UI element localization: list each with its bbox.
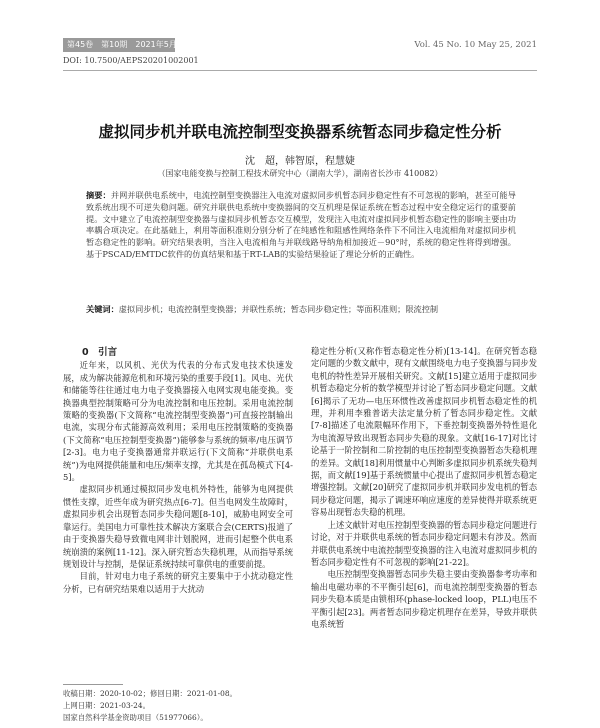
- issue-badge: 第45卷 第10期 2021年5月25日: [63, 38, 175, 52]
- header-rule: [63, 70, 537, 71]
- paragraph: 目前，针对电力电子系统的研究主要集中于小扰动稳定性分析，已有研究结果难以适用于大扰动: [63, 571, 293, 594]
- keywords-label: 关键词：: [86, 304, 119, 314]
- keywords: [86, 304, 516, 316]
- body-column-left: [63, 347, 293, 595]
- footnote-fund: 国家自然科学基金资助项目（51977066）。: [63, 713, 208, 722]
- paragraph: 虚拟同步机通过模拟同步发电机外特性，能够为电网提供惯性支撑，近些年成为研究热点[6-7]。但当电网发生故障时，虚拟同步机会出现暂态同步失稳问题[8-10]，威胁电网安全可靠运行。美国电力可靠性技术解决方案联合会(CERTS)报道了由于变换器失稳导致微电网非计划脱网，进而引起整个供电系统崩溃的案例[11-12]。深入研究暂态失稳机理，从而指导系统规划设计与控制，是保证系统持续可靠供电的重要前提。: [63, 484, 293, 569]
- authors: 沈 超，韩智原，程慧婕: [245, 156, 355, 167]
- body-column-right: [311, 345, 537, 630]
- abstract-text: 并网并联供电系统中，电流控制型变换器注入电流对虚拟同步机暂态同步稳定性有不可忽视的影响，甚至可能导致系统出现不可逆失稳问题。研究并联供电系统中变换器间的交互机理是保证系统在暂态过程中安全稳定运行的重要前提。文中建立了电流控制型变换器与虚拟同步机暂态交互模型，发现注入电流对虚拟同步机暂态稳定性的影响主要由功率耦合项决定。在此基础上，利用等面积准则分别分析了在纯感性和阻感性网络条件下不同注入电流相角对虚拟同步机暂态稳定性的影响。研究结果表明，当注入电流相角与并联线路导纳角相加接近－90°时，系统的稳定性将得到增强。基于PSCAD/EMTDC软件的仿真结果和基于RT-LAB的实验结果验证了理论分析的正确性。: [86, 190, 516, 259]
- section-heading: 0 引言: [82, 347, 118, 358]
- footnote-rule: [63, 684, 123, 685]
- abstract: [86, 190, 516, 261]
- keywords-text: 虚拟同步机；电流控制型变换器；并联性系统；暂态同步稳定性；等面积准则；限流控制: [118, 304, 439, 314]
- doi: DOI: 10.7500/AEPS20201002001: [63, 56, 199, 65]
- abstract-label: 摘要：: [86, 190, 111, 200]
- paragraph: 近年来，以风机、光伏为代表的分布式发电技术快速发展，成为解决能源危机和环境污染的重要手段[1]。风电、光伏和储能等往往通过电力电子变换器接入电网实现电能变换。变换器典型控制策略可分为电流控制和电压控制。采用电流控制策略的变换器(下文简称“电流控制型变换器”)可直接控制输出电流，实现分布式能源高效利用；采用电压控制策略的变换器(下文简称“电压控制型变换器”)能够参与系统的频率/电压调节[2-3]。电力电子变换器通常并联运行(下文简称“并联供电系统”)为电网提供能量和电压/频率支撑，尤其是在孤岛模式下[4-5]。: [63, 360, 293, 483]
- paragraph: 稳定性分析(又称作暂态稳定性分析)[13-14]。在研究暂态稳定问题的少数文献中，现有文献围绕电力电子变换器与同步发电机的特性差异开展相关研究。文献[15]建立适用于虚拟同步机暂态稳定分析的数学模型并讨论了暂态同步稳定问题。文献[6]揭示了无功—电压环惯性改善虚拟同步机暂态稳定性的机理，并利用李雅普诺夫法定量分析了暂态同步稳定性。文献[7-8]描述了电流限幅环作用下，下垂控制变换器外特性退化为电流源导致出现暂态同步失稳的现象。文献[16-17]对比讨论基于一阶控制和二阶控制的电压控制型变换器暂态失稳机理的差异。文献[18]利用惯量中心判断多虚拟同步机系统失稳判据，而文献[19]基于系统惯量中心提出了虚拟同步机暂态稳定增强控制。文献[20]研究了虚拟同步机并联同步发电机的暂态同步稳定问题，揭示了调速环响应速度的差异使得并联系统更容易出现暂态失稳的机理。: [311, 346, 537, 518]
- paper-title: 虚拟同步机并联电流控制型变换器系统暂态同步稳定性分析: [98, 123, 502, 141]
- paragraph: 上述文献针对电压控制型变换器的暂态同步稳定问题进行讨论，对于并联供电系统的暂态同步稳定问题未有涉及。然而并联供电系统中电流控制型变换器的注入电流对虚拟同步机的暂态同步稳定性有不可忽视的影响[21-22]。: [311, 519, 537, 567]
- issue-info-en: Vol. 45 No. 10 May 25, 2021: [414, 40, 537, 50]
- footnote-received: 收稿日期：2020-10-02；修回日期：2021-01-08。: [63, 689, 237, 698]
- paragraph: 电压控制型变换器暂态同步失稳主要由变换器参考功率和输出电磁功率的不平衡引起[6]，而电流控制型变换器的暂态同步失稳本质是由锁相环(phase-locked loop，PLL)电压不平衡引起[23]。两者暂态同步稳定机理存在差异，导致并联供电系统暂: [311, 569, 537, 629]
- footnote-online: 上网日期：2021-03-24。: [63, 701, 150, 710]
- affiliation: （国家电能变换与控制工程技术研究中心（湖南大学），湖南省长沙市 410082）: [157, 169, 443, 178]
